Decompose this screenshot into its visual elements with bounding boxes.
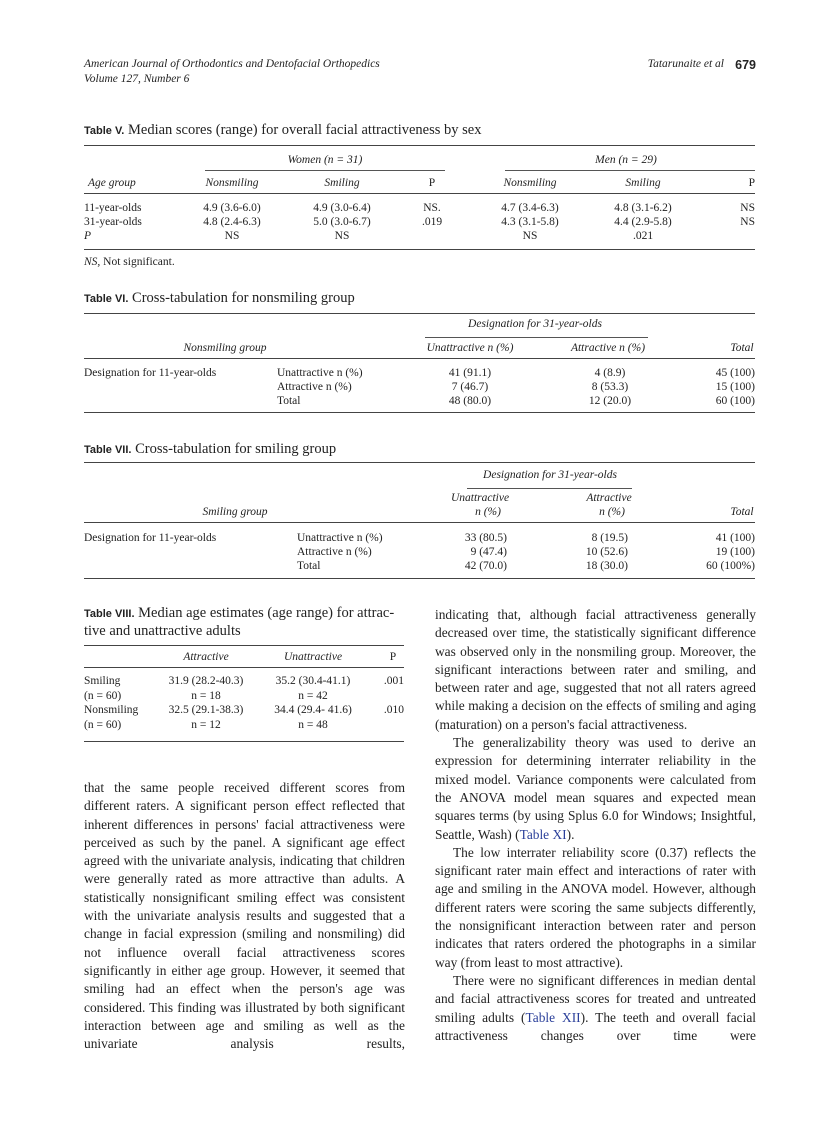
table8-cell: n = 48 xyxy=(298,718,328,731)
table7-col-header: n (%) xyxy=(599,506,625,518)
table5-cell: 31-year-olds xyxy=(84,216,142,228)
table8-col-header: Attractive xyxy=(183,651,229,663)
table6-cell: 45 (100) xyxy=(715,367,755,379)
paragraph: The generalizability theory was used to derive an expression for determining interrater reliability in the mixed model. Variance components were calculated from the ANOVA model mean squares and expected mean squares terms (by using Splus 6.0 for Windows; Insightful, Seattle, Wash) (Table XI). xyxy=(435,735,756,842)
table7-col-header: Total xyxy=(730,506,754,518)
table8-cell: 31.9 (28.2-40.3) xyxy=(168,675,244,687)
table8-cell: .010 xyxy=(383,704,404,717)
table8-col-header: P xyxy=(389,651,397,663)
table7-cell: 8 (19.5) xyxy=(591,532,628,544)
table6-row-group: Designation for 11-year-olds xyxy=(84,367,217,379)
table8-bottom-rule xyxy=(84,741,404,742)
table6-cell: 15 (100) xyxy=(715,381,755,393)
table6-cell: 48 (80.0) xyxy=(448,395,492,407)
left-column-text xyxy=(84,779,405,1053)
table7-header-rule xyxy=(84,522,755,523)
table6-header-rule xyxy=(84,358,755,359)
table8-cell: n = 42 xyxy=(298,689,328,702)
table6-span-header: Designation for 31-year-olds xyxy=(468,318,602,330)
table5-col-header: Smiling xyxy=(625,177,661,189)
table5-men-rule xyxy=(505,170,755,171)
table7-row-group: Designation for 11-year-olds xyxy=(84,532,217,544)
table7-cell: 9 (47.4) xyxy=(470,546,507,558)
journal-volume: Volume 127, Number 6 xyxy=(84,73,190,85)
table5-cell: 11-year-olds xyxy=(84,202,142,214)
table7-col-header: Attractive xyxy=(586,492,632,504)
table5-cell: NS xyxy=(740,202,755,214)
table5-men-header: Men (n = 29) xyxy=(595,154,657,166)
table6-span-rule xyxy=(425,337,648,338)
table6-cell: 8 (53.3) xyxy=(591,381,629,393)
table6-cell: 41 (91.1) xyxy=(448,367,492,379)
table5-cell: NS xyxy=(740,216,755,228)
table7-col-header: Smiling group xyxy=(202,506,268,518)
table7-cell: 60 (100%) xyxy=(706,560,755,572)
table8-cell: (n = 60) xyxy=(84,689,122,702)
table8-cell: 35.2 (30.4-41.1) xyxy=(275,675,351,687)
table5-label: Table V. xyxy=(84,125,125,137)
table5-cell: NS xyxy=(522,230,538,242)
table6-caption: Table VI. Cross-tabulation for nonsmiling group xyxy=(84,290,355,306)
table5-cell: P xyxy=(84,230,92,242)
table5-cell: .021 xyxy=(632,230,654,242)
table5-cell: NS xyxy=(334,230,350,242)
table6-cell: 12 (20.0) xyxy=(588,395,632,407)
paragraph: that the same people received different scores from different raters. A significant person effect reflected that inherent differences in persons' facial attractiveness were perceived as such by the panel. A significant age effect agreed with the univariate analysis, indicating that children were generally rated as more attractive than adults. A statistically nonsignificant smiling effect was consistent with the univariate analysis results and suggested that a change in facial expression (smiling and nonsmiling) did not influence overall facial attractiveness scores significantly in either age group. However, it seemed that smiling had an effect when the person's age was considered. This finding was illustrated by both significant interaction between age and smiling as well as the univariate analysis results, xyxy=(84,780,405,1052)
running-authors: Tatarunaite et al xyxy=(647,58,724,70)
table5-col-header: Nonsmiling xyxy=(503,177,557,189)
table6-cell: Attractive n (%) xyxy=(277,381,352,393)
table6-col-header: Total xyxy=(730,342,754,354)
table8-cell: Nonsmiling xyxy=(84,704,139,717)
table8-cell: 34.4 (29.4- 41.6) xyxy=(274,704,352,717)
table8-header-rule xyxy=(84,667,404,668)
table7-span-rule xyxy=(467,488,632,489)
table5-col-header: P xyxy=(748,177,755,189)
table8-cell: n = 18 xyxy=(191,689,221,702)
table-xii-link[interactable]: Table XII xyxy=(525,1009,581,1025)
table5-top-rule xyxy=(84,145,755,146)
table5-col-header: Nonsmiling xyxy=(205,177,259,189)
table5-cell: 4.4 (2.9-5.8) xyxy=(614,216,672,228)
table7-cell: Attractive n (%) xyxy=(297,546,372,558)
table6-top-rule xyxy=(84,313,755,314)
table7-top-rule xyxy=(84,462,755,463)
table6-col-header: Attractive n (%) xyxy=(570,342,646,354)
table8-top-rule xyxy=(84,645,404,646)
table5-cell: .019 xyxy=(421,216,443,228)
table6-cell: Unattractive n (%) xyxy=(277,367,363,379)
table5-col-header: Smiling xyxy=(324,177,360,189)
table6-col-header: Unattractive n (%) xyxy=(426,342,514,354)
table7-cell: Total xyxy=(297,560,321,572)
table5-caption xyxy=(84,122,481,139)
paragraph: indicating that, although facial attractiveness generally decreased over time, the statistically significant difference was observed only in the nonsmiling group. Moreover, the significant interactions between rater and smiling, and between rater and age, suggested that not all raters agreed while making a decision on the effects of smiling and aging (maturation) on a person's facial attractiveness. xyxy=(435,607,756,732)
table6-cell: 7 (46.7) xyxy=(451,381,489,393)
paragraph: There were no significant differences in median dental and facial attractiveness scores for treated and untreated smiling adults (Table XII). The teeth and overall facial attractiveness changes over time were xyxy=(435,972,757,1043)
table6-bottom-rule xyxy=(84,412,755,413)
table8-cell: n = 12 xyxy=(191,718,221,731)
page-number: 679 xyxy=(735,58,756,72)
table5-header-rule xyxy=(84,193,755,194)
table5-cell: 4.7 (3.4-6.3) xyxy=(501,202,559,214)
table8-col-header: Unattractive xyxy=(283,651,343,663)
table6-cell: 60 (100) xyxy=(715,395,755,407)
table5-cell: 4.9 (3.0-6.4) xyxy=(313,202,371,214)
table7-cell: Unattractive n (%) xyxy=(297,532,383,544)
table5-title: Median scores (range) for overall facial attractiveness by sex xyxy=(127,122,482,138)
right-column-text xyxy=(435,606,756,1045)
table7-cell: 42 (70.0) xyxy=(464,560,507,572)
table8-cell: (n = 60) xyxy=(84,718,122,731)
table7-caption: Table VII. Cross-tabulation for smiling group xyxy=(84,441,337,457)
table7-col-header: Unattractive xyxy=(450,492,510,504)
journal-name: American Journal of Orthodontics and Dentofacial Orthopedics xyxy=(84,58,380,70)
paragraph: The low interrater reliability score (0.37) reflects the significant rater main effect and interactions of rater with age and smiling in the ANOVA model. However, although different raters were scoring the same subjects differently, the nonsignificant interaction between rater and person indicates that raters ordered the photographs in a similar way (from least to most attractive). xyxy=(435,844,756,970)
table8-cell: 32.5 (29.1-38.3) xyxy=(168,704,244,717)
table5-footnote: NS, Not significant. xyxy=(84,256,175,268)
table5-women-header: Women (n = 31) xyxy=(287,154,363,166)
table7-col-header: n (%) xyxy=(475,506,501,518)
table-xi-link[interactable]: Table XI xyxy=(519,826,567,842)
table7-cell: 41 (100) xyxy=(715,532,755,544)
table5-col-header: Age group xyxy=(88,177,136,189)
table8-cell: .001 xyxy=(383,675,404,687)
table7-bottom-rule xyxy=(84,578,755,579)
table5-women-rule xyxy=(205,170,445,171)
table7-cell: 33 (80.5) xyxy=(464,532,507,544)
table5-bottom-rule xyxy=(84,249,755,250)
table6-cell: Total xyxy=(277,395,301,407)
table5-cell: 4.9 (3.6-6.0) xyxy=(203,202,261,214)
table5-cell: 5.0 (3.0-6.7) xyxy=(313,216,371,228)
table5-cell: 4.8 (3.1-6.2) xyxy=(614,202,672,214)
table7-cell: 10 (52.6) xyxy=(585,546,628,558)
table5-cell: 4.8 (2.4-6.3) xyxy=(203,216,261,228)
table5-col-header: P xyxy=(428,177,436,189)
table5-cell: NS. xyxy=(423,202,441,214)
table7-cell: 19 (100) xyxy=(715,546,755,558)
table6-col-header: Nonsmiling group xyxy=(183,342,267,354)
table8-caption: Table VIII. Median age estimates (age range) for attrac- tive and unattractive adults xyxy=(84,605,395,639)
table8-cell: Smiling xyxy=(84,675,121,687)
table5-cell: NS xyxy=(224,230,240,242)
table7-span-header: Designation for 31-year-olds xyxy=(483,469,617,481)
table5-cell: 4.3 (3.1-5.8) xyxy=(501,216,559,228)
table6-cell: 4 (8.9) xyxy=(594,367,626,379)
table7-cell: 18 (30.0) xyxy=(585,560,628,572)
